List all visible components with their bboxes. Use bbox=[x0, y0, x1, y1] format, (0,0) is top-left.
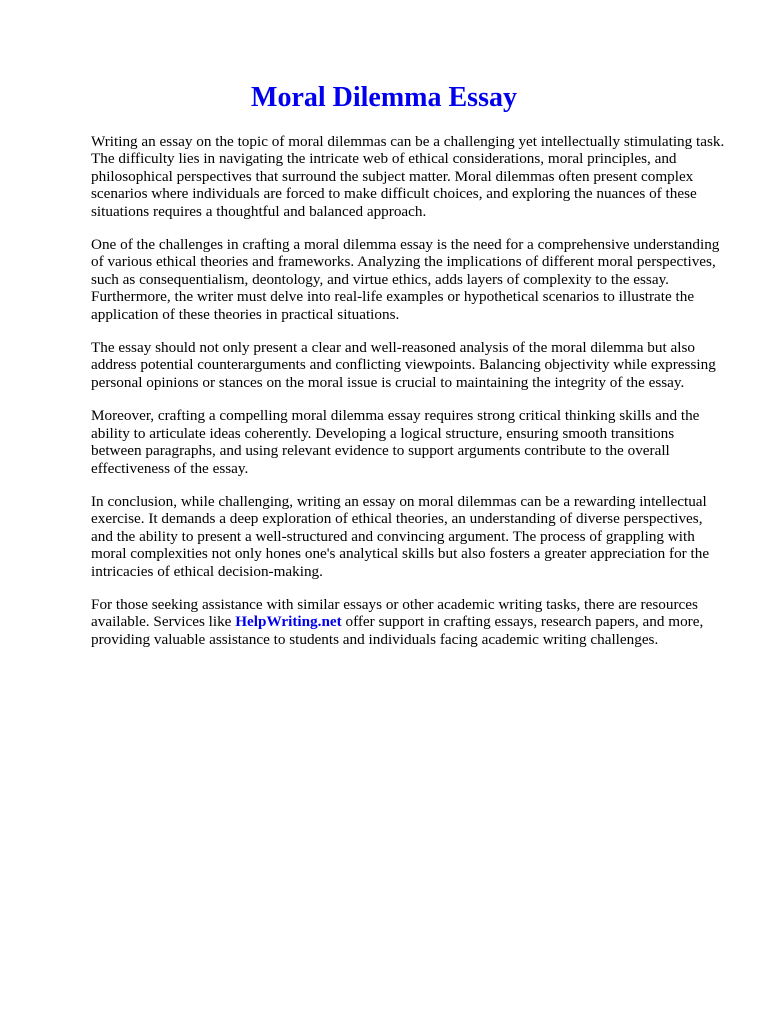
paragraph-6 bbox=[91, 596, 728, 648]
paragraph-4: Moreover, crafting a compelling moral dilemma essay requires strong critical thinking skills and the ability to articulate ideas coherently. Developing a logical structure, ensuring smooth transitions between paragraphs, and using relevant evidence to support arguments contribute to the overall effectiveness of the essay. bbox=[91, 407, 700, 477]
helpwriting-link[interactable]: HelpWriting.net bbox=[235, 613, 342, 631]
paragraph-5: In conclusion, while challenging, writing an essay on moral dilemmas can be a rewarding intellectual exercise. It demands a deep exploration of ethical theories, an understanding of diverse perspectives, and the ability to present a well-structured and convincing argument. The process of grappling with moral complexities not only hones one's analytical skills but also fosters a greater appreciation for the intricacies of ethical decision-making. bbox=[91, 492, 710, 580]
paragraph-3: The essay should not only present a clear and well-reasoned analysis of the moral dilemma but also address potential counterarguments and conflicting viewpoints. Balancing objectivity while expressing personal opinions or stances on the moral issue is crucial to maintaining the integrity of the essay. bbox=[91, 339, 716, 391]
paragraph-1: Writing an essay on the topic of moral dilemmas can be a challenging yet intellectually stimulating task. The difficulty lies in navigating the intricate web of ethical considerations, moral principles, and philosophical perspectives that surround the subject matter. Moral dilemmas often present complex scenarios where individuals are forced to make difficult choices, and exploring the nuances of these situations requires a thoughtful and balanced approach. bbox=[91, 133, 725, 220]
essay-body bbox=[91, 133, 728, 648]
paragraph-6-after-link: offer support in crafting essays, research papers, and more, providing valuable assistance to students and individuals facing academic writing challenges. bbox=[91, 613, 704, 648]
page-title: Moral Dilemma Essay bbox=[251, 82, 517, 113]
paragraph-2: One of the challenges in crafting a moral dilemma essay is the need for a comprehensive understanding of various ethical theories and frameworks. Analyzing the implications of different moral perspectives, such as consequentialism, deontology, and virtue ethics, adds layers of complexity to the essay. Furthermore, the writer must delve into real-life examples or hypothetical scenarios to illustrate the application of these theories in practical situations. bbox=[91, 236, 720, 323]
paragraph-6-before-link: For those seeking assistance with similar essays or other academic writing tasks, there are resources available. Services like bbox=[91, 595, 698, 631]
